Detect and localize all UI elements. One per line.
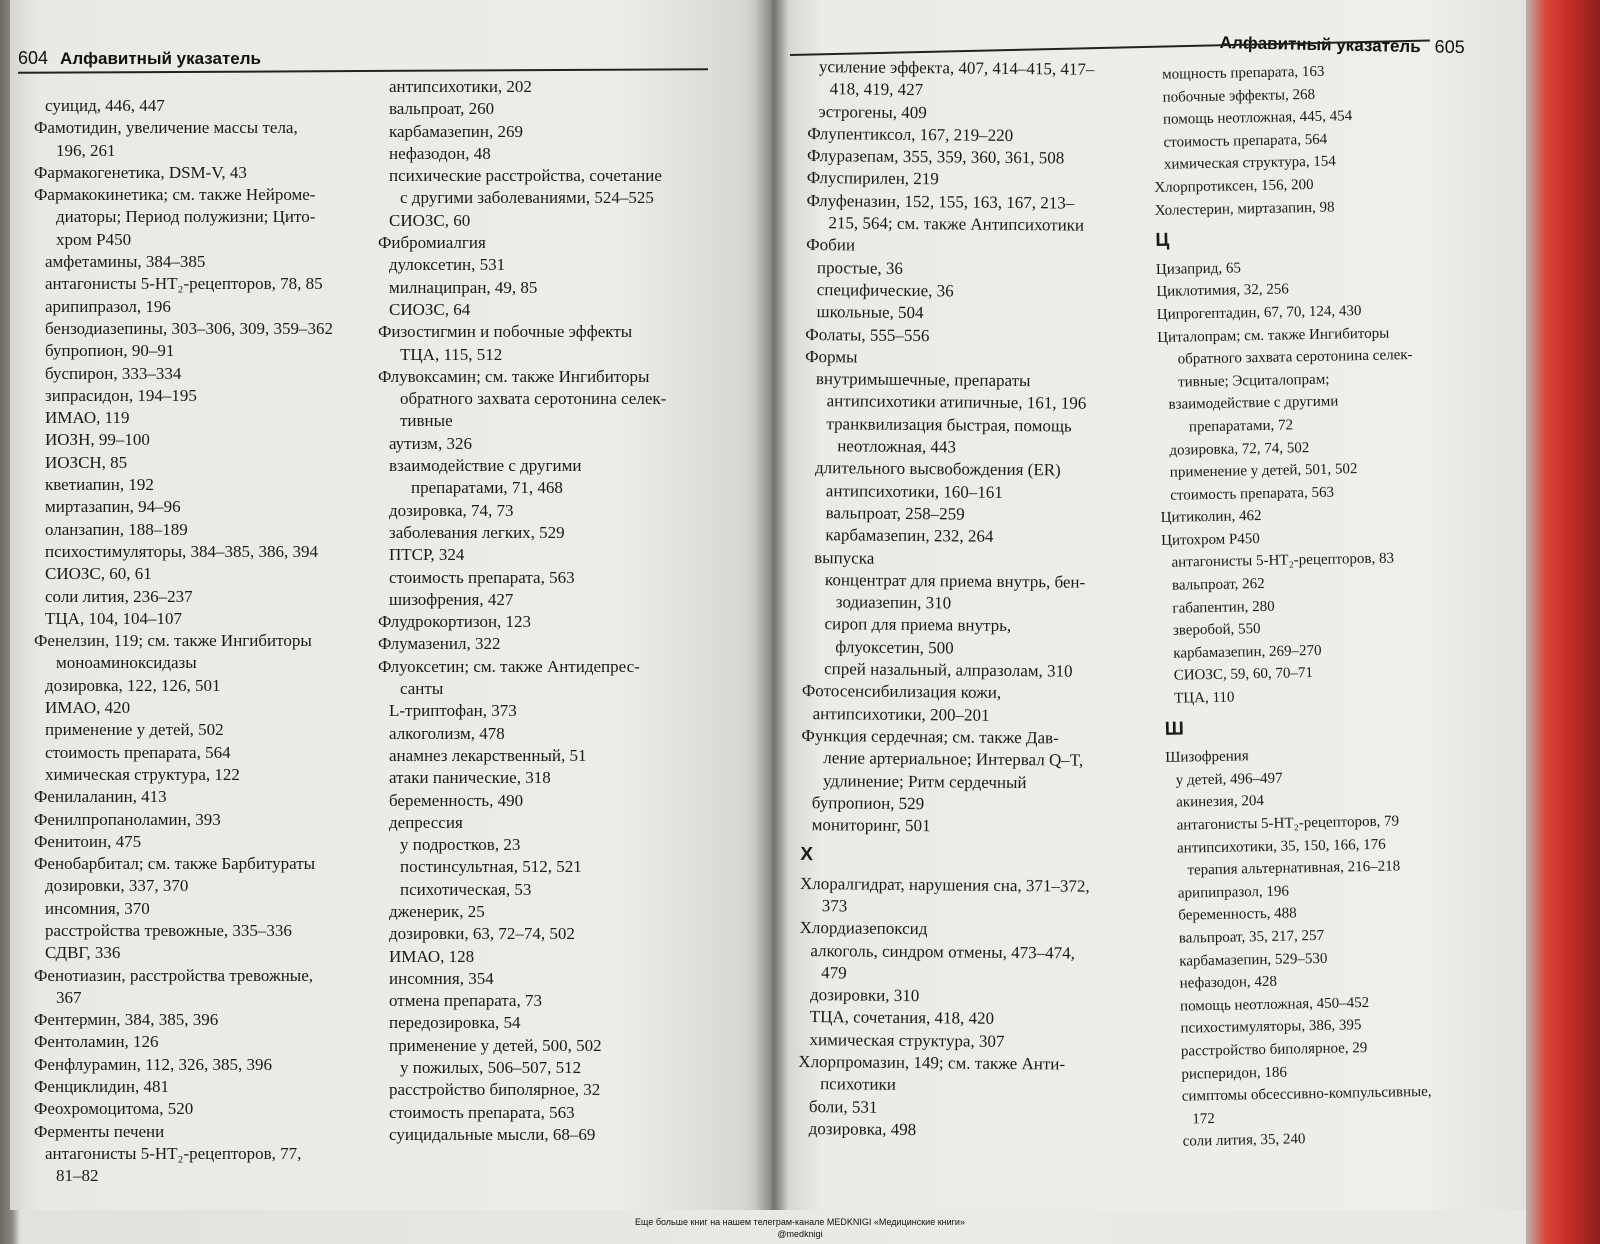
index-subentry: у пожилых, 506–507, 512 xyxy=(400,1058,582,1078)
index-subentry: хром P450 xyxy=(56,229,132,249)
index-subentry: L-триптофан, 373 xyxy=(389,701,517,721)
index-subentry: удлинение; Ритм сердечный xyxy=(822,770,1027,792)
index-subentry: зипрасидон, 194–195 xyxy=(45,385,197,405)
index-subentry: мощность препарата, 163 xyxy=(1162,63,1325,83)
index-subentry: сироп для приема внутрь, xyxy=(824,614,1012,636)
index-subentry: ТЦА, 104, 104–107 xyxy=(45,608,182,628)
index-headword: Фотосенсибилизация кожи, xyxy=(801,681,1002,703)
left-running-title: Алфавитный указатель xyxy=(60,49,261,68)
index-subentry: карбамазепин, 529–530 xyxy=(1179,950,1328,970)
index-subentry: препаратами, 72 xyxy=(1188,417,1294,436)
index-subentry: ТЦА, 110 xyxy=(1174,689,1235,707)
index-subentry: простые, 36 xyxy=(816,257,904,278)
index-subentry: дозировка, 72, 74, 502 xyxy=(1169,439,1310,459)
right-page xyxy=(772,0,1540,1210)
index-subentry: аутизм, 326 xyxy=(389,433,472,453)
index-subentry: тивные; Эсциталопрам; xyxy=(1177,371,1330,391)
index-subentry: расстройство биполярное, 29 xyxy=(1180,1039,1368,1060)
index-subentry: постинсультная, 512, 521 xyxy=(400,857,582,877)
index-headword: Фенобарбитал; см. также Барбитураты xyxy=(34,854,316,874)
index-subentry: стоимость препарата, 563 xyxy=(1170,484,1335,504)
index-subentry: антагонисты 5-HT₂-рецепторов, 79 xyxy=(1176,813,1400,834)
index-subentry: химическая структура, 122 xyxy=(45,764,240,784)
index-subentry: обратного захвата серотонина селек- xyxy=(1177,347,1413,368)
index-headword: Формы xyxy=(805,346,858,367)
index-headword: Фенциклидин, 481 xyxy=(34,1077,169,1097)
index-subentry: с другими заболеваниями, 524–525 xyxy=(400,188,654,208)
index-subentry: внутримышечные, препараты xyxy=(815,369,1031,391)
index-subentry: ление артериальное; Интервал Q–T, xyxy=(823,748,1084,770)
left-page-number: 604 xyxy=(18,48,49,68)
index-subentry: миртазапин, 94–96 xyxy=(45,497,181,517)
index-subentry: карбамазепин, 269 xyxy=(389,121,523,141)
book-gutter xyxy=(755,0,789,1210)
index-subentry: симптомы обсессивно-компульсивные, xyxy=(1181,1083,1432,1105)
index-subentry: усиление эффекта, 407, 414–415, 417– xyxy=(818,57,1095,79)
index-subentry: карбамазепин, 269–270 xyxy=(1173,642,1322,662)
index-headword: Фенфлурамин, 112, 326, 385, 396 xyxy=(34,1054,273,1074)
index-headword: Фентоламин, 126 xyxy=(34,1032,159,1052)
index-headword: Фентермин, 384, 385, 396 xyxy=(34,1010,219,1030)
index-headword: Флупентиксол, 167, 219–220 xyxy=(807,123,1014,145)
left-column-2 xyxy=(378,76,666,1146)
index-subentry: габапентин, 280 xyxy=(1172,598,1275,617)
index-subentry: санты xyxy=(400,679,444,699)
index-subentry: применение у детей, 500, 502 xyxy=(389,1035,602,1055)
index-headword: Фолаты, 555–556 xyxy=(805,324,930,345)
index-subentry: обратного захвата серотонина селек- xyxy=(400,389,667,409)
index-subentry: суицидальные мысли, 68–69 xyxy=(389,1124,596,1144)
index-headword: Хлордиазепоксид xyxy=(799,918,928,939)
index-subentry: милнаципран, 49, 85 xyxy=(389,277,538,297)
index-subentry: СДВГ, 336 xyxy=(45,943,121,963)
index-subentry: шизофрения, 427 xyxy=(389,589,514,609)
index-headword: Фенилаланин, 413 xyxy=(34,787,167,807)
index-subentry: антагонисты 5-HT₂-рецепторов, 78, 85 xyxy=(45,274,323,294)
index-subentry: депрессия xyxy=(389,812,463,832)
index-subentry: длительного высвобождения (ER) xyxy=(814,458,1061,480)
index-headword: Циталопрам; см. также Ингибиторы xyxy=(1157,325,1390,346)
index-subentry: дженерик, 25 xyxy=(389,901,485,921)
index-subentry: антипсихотики, 160–161 xyxy=(825,480,1003,502)
index-subentry: расстройства тревожные, 335–336 xyxy=(45,920,292,940)
index-headword: Фобии xyxy=(806,235,856,255)
section-letter: Ш xyxy=(1164,718,1185,740)
right-page-number: 605 xyxy=(1434,36,1465,58)
index-headword: Цизаприд, 65 xyxy=(1155,260,1242,278)
index-subentry: инсомния, 370 xyxy=(45,898,150,918)
index-subentry: транквилизация быстрая, помощь xyxy=(826,413,1072,436)
index-subentry: акинезия, 204 xyxy=(1176,793,1265,812)
index-subentry: суицид, 446, 447 xyxy=(45,96,165,115)
left-column-1 xyxy=(34,95,333,1188)
index-headword: Хлоралгидрат, нарушения сна, 371–372, xyxy=(799,873,1090,896)
index-subentry: вальпроат, 258–259 xyxy=(825,503,965,524)
index-headword: Флуоксетин; см. также Антидепрес- xyxy=(378,656,640,676)
index-subentry: у детей, 496–497 xyxy=(1175,770,1283,789)
index-subentry: 172 xyxy=(1192,1110,1215,1128)
index-subentry: стоимость препарата, 563 xyxy=(389,567,575,587)
index-subentry: концентрат для приема внутрь, бен- xyxy=(824,570,1086,592)
index-subentry: неотложная, 443 xyxy=(837,436,957,457)
index-subentry: 196, 261 xyxy=(56,140,116,160)
index-subentry: моноаминоксидазы xyxy=(56,653,197,673)
index-headword: Хлорпромазин, 149; см. также Анти- xyxy=(798,1052,1066,1074)
index-subentry: СИОЗС, 60, 61 xyxy=(45,564,152,584)
index-subentry: препаратами, 71, 468 xyxy=(411,478,563,498)
index-headword: Флумазенил, 322 xyxy=(378,634,501,654)
left-running-head xyxy=(18,48,261,69)
index-headword: Фенитоин, 475 xyxy=(34,831,142,851)
index-subentry: антипсихотики, 200–201 xyxy=(812,703,990,725)
index-headword: Феохромоцитома, 520 xyxy=(34,1099,194,1119)
index-subentry: арипипразол, 196 xyxy=(45,296,171,316)
left-page xyxy=(10,0,772,1210)
index-subentry: рисперидон, 186 xyxy=(1181,1064,1288,1083)
left-header-rule xyxy=(18,68,708,74)
index-subentry: тивные xyxy=(400,411,453,431)
footer-line-2: @medknigi xyxy=(777,1229,823,1239)
footer-watermark xyxy=(0,1216,1600,1240)
index-headword: Цитохром P450 xyxy=(1161,530,1260,549)
index-subentry: применение у детей, 502 xyxy=(45,720,224,740)
index-subentry: карбамазепин, 232, 264 xyxy=(825,525,994,547)
index-subentry: помощь неотложная, 445, 454 xyxy=(1162,108,1353,128)
index-subentry: нефазодон, 428 xyxy=(1179,973,1278,992)
index-subentry: терапия альтернативная, 216–218 xyxy=(1187,858,1401,879)
index-subentry: зверобой, 550 xyxy=(1172,621,1261,639)
index-headword: Фармакокинетика; см. также Нейроме- xyxy=(34,185,316,205)
index-subentry: беременность, 488 xyxy=(1178,905,1297,925)
index-subentry: арипипразол, 196 xyxy=(1177,883,1290,902)
index-subentry: 418, 419, 427 xyxy=(829,79,924,100)
index-subentry: СИОЗС, 60 xyxy=(389,210,471,230)
index-subentry: алкоголизм, 478 xyxy=(389,723,505,743)
index-subentry: ИМАО, 420 xyxy=(45,698,131,718)
index-subentry: бупропион, 90–91 xyxy=(45,341,175,361)
index-subentry: школьные, 504 xyxy=(816,302,924,323)
index-subentry: антипсихотики атипичные, 161, 196 xyxy=(826,391,1087,414)
index-headword: Хлорпротиксен, 156, 200 xyxy=(1154,176,1314,196)
index-headword: Фенотиазин, расстройства тревожные, xyxy=(34,965,314,985)
index-subentry: амфетамины, 384–385 xyxy=(45,252,206,272)
index-subentry: дулоксетин, 531 xyxy=(389,255,506,275)
index-subentry: кветиапин, 192 xyxy=(45,475,154,495)
index-subentry: дозировки, 63, 72–74, 502 xyxy=(389,924,575,944)
index-headword: Фенилпропаноламин, 393 xyxy=(34,809,221,829)
index-subentry: отмена препарата, 73 xyxy=(389,991,542,1011)
index-headword: Цитиколин, 462 xyxy=(1160,508,1262,527)
footer-line-1: Еще больше книг на нашем телеграм-канале MEDKNIGI «Медицинские книги» xyxy=(635,1217,965,1227)
index-subentry: ПТСР, 324 xyxy=(389,545,465,565)
index-subentry: дозировка, 122, 126, 501 xyxy=(45,675,221,695)
index-subentry: психостимуляторы, 386, 395 xyxy=(1180,1017,1362,1037)
index-subentry: бензодиазепины, 303–306, 309, 359–362 xyxy=(45,318,333,338)
index-subentry: антипсихотики, 202 xyxy=(389,77,532,96)
index-subentry: 215, 564; см. также Антипсихотики xyxy=(828,213,1085,235)
index-subentry: антагонисты 5-HT₂-рецепторов, 83 xyxy=(1171,550,1395,572)
index-subentry: эстрогены, 409 xyxy=(818,101,927,122)
index-subentry: 479 xyxy=(821,963,847,983)
index-headword: Фенелзин, 119; см. также Ингибиторы xyxy=(34,631,312,651)
index-headword: Флудрокортизон, 123 xyxy=(378,612,532,632)
index-headword: Фибромиалгия xyxy=(378,233,486,253)
index-headword: Фамотидин, увеличение массы тела, xyxy=(34,118,298,138)
index-subentry: заболевания легких, 529 xyxy=(389,522,565,542)
index-subentry: ТЦА, сочетания, 418, 420 xyxy=(809,1007,995,1029)
index-subentry: антагонисты 5-HT₂-рецепторов, 77, xyxy=(45,1143,302,1163)
index-headword: Флуспирилен, 219 xyxy=(806,168,939,189)
index-subentry: вальпроат, 260 xyxy=(389,99,495,119)
index-subentry: стоимость препарата, 563 xyxy=(389,1102,575,1122)
index-subentry: у подростков, 23 xyxy=(400,835,521,855)
index-subentry: бупропион, 529 xyxy=(811,792,925,813)
index-subentry: применение у детей, 501, 502 xyxy=(1169,461,1358,481)
index-subentry: взаимодействие с другими xyxy=(1168,393,1339,414)
index-subentry: вальпроат, 262 xyxy=(1171,575,1265,594)
index-subentry: химическая структура, 154 xyxy=(1163,153,1337,174)
index-subentry: 373 xyxy=(821,896,848,916)
index-subentry: стоимость препарата, 564 xyxy=(1163,131,1328,151)
index-subentry: СИОЗС, 64 xyxy=(389,299,471,319)
index-subentry: соли лития, 236–237 xyxy=(45,586,193,606)
index-subentry: анамнез лекарственный, 51 xyxy=(389,745,587,765)
index-subentry: ИОЗСН, 85 xyxy=(45,452,128,472)
index-headword: Флувоксамин; см. также Ингибиторы xyxy=(378,366,650,386)
index-subentry: спрей назальный, алпразолам, 310 xyxy=(824,659,1073,681)
index-subentry: психотическая, 53 xyxy=(400,879,532,899)
index-headword: Шизофрения xyxy=(1165,748,1249,767)
index-subentry: буспирон, 333–334 xyxy=(45,363,182,383)
index-subentry: 367 xyxy=(56,987,82,1007)
index-subentry: вальпроат, 35, 217, 257 xyxy=(1178,927,1325,947)
index-subentry: помощь неотложная, 450–452 xyxy=(1179,994,1370,1015)
index-subentry: СИОЗС, 59, 60, 70–71 xyxy=(1173,665,1314,685)
red-cover-edge xyxy=(1526,0,1600,1244)
index-headword: Флуфеназин, 152, 155, 163, 167, 213– xyxy=(806,190,1075,213)
index-subentry: ТЦА, 115, 512 xyxy=(400,344,503,364)
index-headword: Функция сердечная; см. также Дав- xyxy=(801,725,1059,748)
index-subentry: психотики xyxy=(820,1074,896,1095)
index-subentry: диаторы; Период полужизни; Цито- xyxy=(56,207,316,227)
index-subentry: ИМАО, 119 xyxy=(45,408,130,428)
index-subentry: химическая структура, 307 xyxy=(809,1029,1005,1051)
index-headword: Ципрогептадин, 67, 70, 124, 430 xyxy=(1156,302,1362,323)
index-subentry: алкоголь, синдром отмены, 473–474, xyxy=(810,940,1075,963)
index-subentry: антипсихотики, 35, 150, 166, 176 xyxy=(1176,836,1386,857)
index-subentry: инсомния, 354 xyxy=(389,968,494,988)
section-letter: Х xyxy=(800,844,814,866)
index-subentry: мониторинг, 501 xyxy=(811,815,931,836)
index-subentry: взаимодействие с другими xyxy=(389,456,582,476)
section-letter: Ц xyxy=(1155,229,1170,252)
index-headword: Ферменты печени xyxy=(34,1121,165,1141)
index-subentry: выпуска xyxy=(814,547,875,568)
index-subentry: дозировки, 337, 370 xyxy=(45,876,189,896)
index-headword: Физостигмин и побочные эффекты xyxy=(378,322,633,342)
index-subentry: дозировки, 310 xyxy=(809,985,920,1006)
index-subentry: флуоксетин, 500 xyxy=(835,637,954,658)
index-subentry: оланзапин, 188–189 xyxy=(45,519,188,539)
index-subentry: специфические, 36 xyxy=(816,280,954,301)
right-running-title: Алфавитный указатель xyxy=(1219,32,1421,57)
index-subentry: психостимуляторы, 384–385, 386, 394 xyxy=(45,541,319,561)
index-subentry: беременность, 490 xyxy=(389,790,524,810)
index-subentry: психические расстройства, сочетание xyxy=(389,166,662,186)
index-subentry: ИОЗН, 99–100 xyxy=(45,430,150,450)
index-headword: Циклотимия, 32, 256 xyxy=(1156,281,1289,301)
index-headword: Холестерин, миртазапин, 98 xyxy=(1154,199,1335,219)
index-subentry: 81–82 xyxy=(56,1166,99,1186)
index-subentry: ИМАО, 128 xyxy=(389,946,475,966)
right-column-1 xyxy=(798,56,1098,1143)
index-headword: Фармакогенетика, DSM-V, 43 xyxy=(34,162,247,182)
index-subentry: расстройство биполярное, 32 xyxy=(389,1080,601,1100)
index-subentry: атаки панические, 318 xyxy=(389,768,551,788)
index-subentry: стоимость препарата, 564 xyxy=(45,742,231,762)
index-subentry: дозировка, 74, 73 xyxy=(389,500,514,520)
index-headword: Флуразепам, 355, 359, 360, 361, 508 xyxy=(806,146,1065,168)
right-column-2 xyxy=(1152,59,1433,1154)
index-subentry: побочные эффекты, 268 xyxy=(1162,86,1316,106)
index-subentry: боли, 531 xyxy=(808,1096,878,1117)
index-subentry: передозировка, 54 xyxy=(389,1013,521,1033)
index-subentry: нефазодон, 48 xyxy=(389,143,491,163)
index-subentry: зодиазепин, 310 xyxy=(835,592,952,613)
index-subentry: соли лития, 35, 240 xyxy=(1182,1131,1306,1150)
index-subentry: дозировка, 498 xyxy=(808,1119,917,1140)
